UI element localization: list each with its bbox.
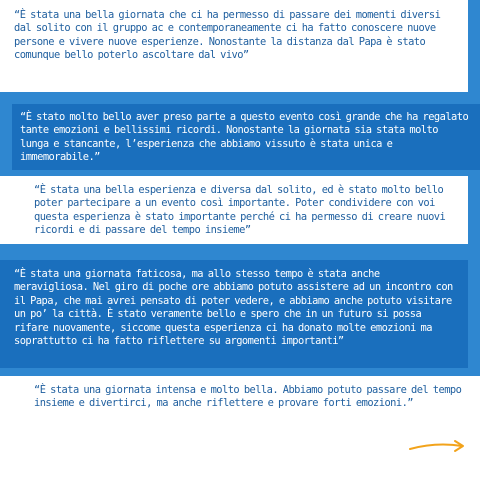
quote-box-2 xyxy=(12,104,480,170)
quote-text-1: “È stata una bella giornata che ci ha permesso di passare dei momenti diversi dal solito con il gruppo ac e contemporaneamente ci ha fatto conoscere nuove persone e vivere nuove esperienze. Nonostante la distanza dal Papa è stato comunque bello poterlo ascoltare dal vivo” xyxy=(14,9,441,62)
quote-text-2: “È stato molto bello aver preso parte a questo evento così grande che ha regalato tante emozioni e bellissimi ricordi. Nonostante la giornata sia stata molto lunga e stancante, l’esperienza che abbiamo vissuto è stata unica e immemorabile.” xyxy=(20,111,469,164)
quote-text-4: “È stata una giornata faticosa, ma allo stesso tempo è stata anche meravigliosa. Nel giro di poche ore abbiamo potuto assistere ad un incontro con il Papa, che mai avrei pensato di poter vedere, e abbiamo anche potuto visitare un po’ la città. È stato veramente bello e spero che in un futuro si possa rifare nuovamente, siccome questa esperienza ci ha donato molte emozioni ma soprattutto ci ha fatto riflettere su argomenti importanti” xyxy=(14,268,453,348)
quote-box-5 xyxy=(0,376,480,480)
quote-box-1 xyxy=(0,0,468,92)
quote-text-5: “È stata una giornata intensa e molto bella. Abbiamo potuto passare del tempo insieme e divertirci, ma anche riflettere e provare forti emozioni.” xyxy=(34,384,462,410)
quote-box-3 xyxy=(0,176,468,244)
arrow-right-icon[interactable] xyxy=(408,436,466,456)
quote-box-4 xyxy=(0,260,468,368)
quote-text-3: “È stata una bella esperienza e diversa dal solito, ed è stato molto bello poter partecipare a un evento così importante. Poter condividere con voi questa esperienza è stato importante perché ci ha permesso di creare nuovi ricordi e di passare del tempo insieme” xyxy=(34,184,446,237)
